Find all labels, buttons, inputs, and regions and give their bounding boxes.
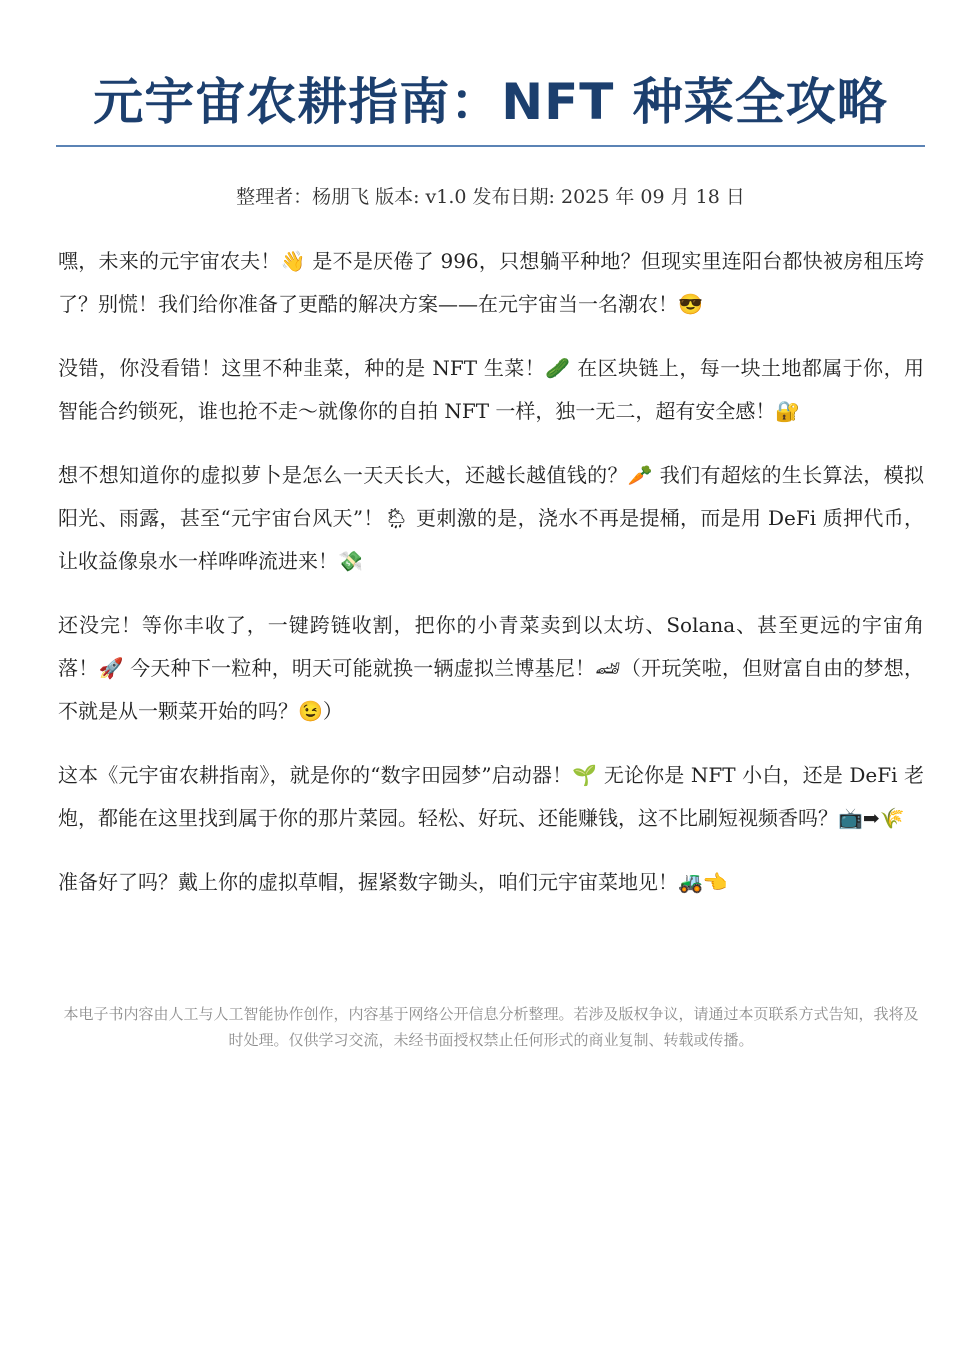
paragraph-closing: 准备好了吗？戴上你的虚拟草帽，握紧数字锄头，咱们元宇宙菜地见！🚜👈 bbox=[58, 870, 728, 894]
document-title: 元宇宙农耕指南：NFT 种菜全攻略 bbox=[93, 73, 888, 131]
paragraph-intro: 嘿，未来的元宇宙农夫！👋 是不是厌倦了 996，只想躺平种地？但现实里连阳台都快被房租压垮了？别慌！我们给你准备了更酷的解决方案——在元宇宙当一名潮农！😎 bbox=[58, 249, 924, 316]
paragraph-blockchain-land: 没错，你没看错！这里不种韭菜，种的是 NFT 生菜！🥒 在区块链上，每一块土地都属于你，用智能合约锁死，谁也抢不走～就像你的自拍 NFT 一样，独一无二，超有安全感！🔐 bbox=[58, 356, 924, 423]
copyright-footer: 本电子书内容由人工与人工智能协作创作，内容基于网络公开信息分析整理。若涉及版权争议，请通过本页联系方式告知，我将及时处理。仅供学习交流，未经书面授权禁止任何形式的商业复制、转载或传播。 bbox=[63, 1005, 919, 1049]
document-meta: 整理者：杨朋飞 版本: v1.0 发布日期: 2025 年 09 月 18 日 bbox=[236, 186, 745, 208]
document-body bbox=[58, 240, 924, 925]
paragraph-guide-intro: 这本《元宇宙农耕指南》，就是你的“数字田园梦”启动器！🌱 无论你是 NFT 小白，还是 DeFi 老炮，都能在这里找到属于你的那片菜园。轻松、好玩、还能赚钱，这不比刷短视频香吗？📺➡🌾 bbox=[58, 763, 924, 830]
paragraph-growth-algorithm: 想不想知道你的虚拟萝卜是怎么一天天长大，还越长越值钱的？🥕 我们有超炫的生长算法，模拟阳光、雨露，甚至“元宇宙台风天”！🌦 更刺激的是，浇水不再是提桶，而是用 DeFi 质押代币，让收益像泉水一样哗哗流进来！💸 bbox=[58, 463, 924, 573]
title-divider bbox=[56, 145, 925, 147]
paragraph-cross-chain-harvest: 还没完！等你丰收了，一键跨链收割，把你的小青菜卖到以太坊、Solana、甚至更远的宇宙角落！🚀 今天种下一粒种，明天可能就换一辆虚拟兰博基尼！🏎（开玩笑啦，但财富自由的梦想，不就是从一颗菜开始的吗？😉） bbox=[58, 613, 924, 723]
